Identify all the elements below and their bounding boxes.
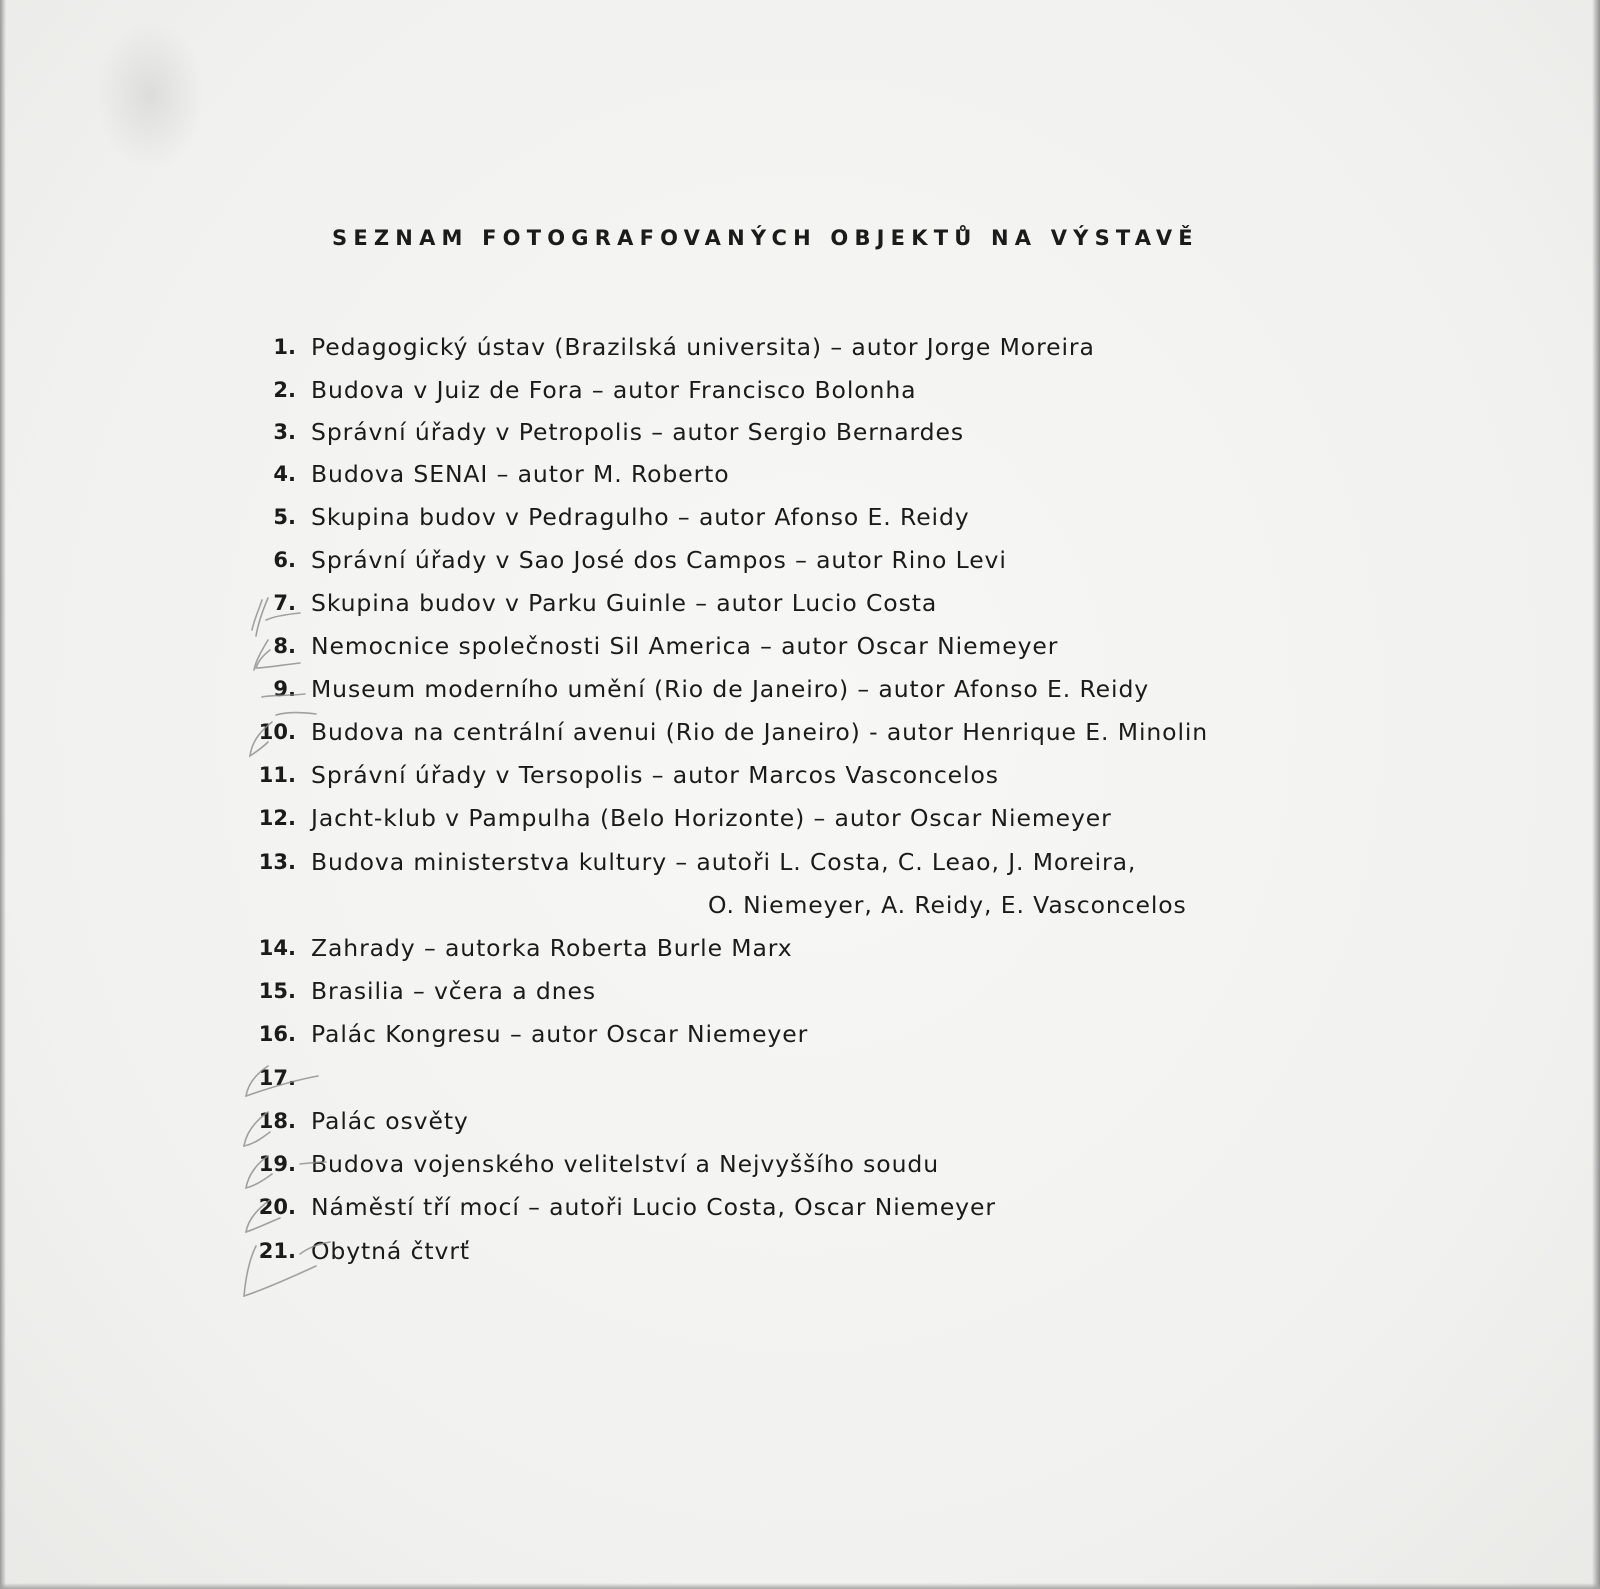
item-text: Museum moderního umění (Rio de Janeiro) – autor Afonso E. Reidy <box>311 675 1150 703</box>
item-number: 12. <box>258 806 296 830</box>
item-text: Skupina budov v Pedragulho – autor Afonso E. Reidy <box>311 503 970 531</box>
item-number: 15. <box>258 979 296 1003</box>
item-text-continuation: O. Niemeyer, A. Reidy, E. Vasconcelos <box>708 891 1187 919</box>
item-number: 3. <box>273 420 296 444</box>
pencil-mark <box>246 1200 280 1232</box>
pencil-mark <box>262 694 305 697</box>
item-number: 2. <box>273 378 296 402</box>
item-number: 17. <box>258 1066 296 1090</box>
pencil-mark <box>266 613 300 620</box>
pencil-mark <box>276 713 316 715</box>
item-text: Správní úřady v Sao José dos Campos – autor Rino Levi <box>311 546 1007 574</box>
document-title: SEZNAM FOTOGRAFOVANÝCH OBJEKTŮ NA VÝSTAVĚ <box>332 226 1199 250</box>
item-text: Budova vojenského velitelství a Nejvyššího soudu <box>311 1150 939 1178</box>
item-number: 8. <box>273 634 296 658</box>
item-number: 5. <box>273 505 296 529</box>
item-number: 7. <box>273 591 296 615</box>
pencil-mark <box>244 1242 330 1296</box>
item-number: 16. <box>258 1022 296 1046</box>
pencil-mark <box>246 1156 326 1188</box>
pencil-mark <box>256 650 300 668</box>
item-number: 9. <box>273 677 296 701</box>
item-text: Budova na centrální avenui (Rio de Janeiro) - autor Henrique E. Minolin <box>311 718 1209 746</box>
item-number: 1. <box>273 335 296 359</box>
item-text: Palác osvěty <box>311 1107 469 1135</box>
item-text: Brasilia – včera a dnes <box>311 977 597 1005</box>
item-text: Skupina budov v Parku Guinle – autor Lucio Costa <box>311 589 938 617</box>
item-number: 20. <box>258 1195 296 1219</box>
item-number: 18. <box>258 1109 296 1133</box>
item-number: 14. <box>258 936 296 960</box>
item-text: Pedagogický ústav (Brazilská universita) – autor Jorge Moreira <box>311 333 1095 361</box>
item-text: Palác Kongresu – autor Oscar Niemeyer <box>311 1020 809 1048</box>
item-number: 4. <box>273 462 296 486</box>
item-text: Obytná čtvrť <box>311 1237 471 1265</box>
item-text: Zahrady – autorka Roberta Burle Marx <box>311 934 793 962</box>
item-number: 21. <box>258 1239 296 1263</box>
item-number: 6. <box>273 548 296 572</box>
item-number: 19. <box>258 1152 296 1176</box>
item-number: 13. <box>258 850 296 874</box>
item-text: Budova SENAI – autor M. Roberto <box>311 460 730 488</box>
pencil-mark <box>244 1112 270 1146</box>
item-number: 11. <box>258 763 296 787</box>
pencil-mark <box>250 722 272 756</box>
pencil-mark <box>252 598 268 636</box>
item-text: Nemocnice společnosti Sil America – autor Oscar Niemeyer <box>311 632 1059 660</box>
item-text: Jacht-klub v Pampulha (Belo Horizonte) – autor Oscar Niemeyer <box>311 804 1112 832</box>
item-number: 10. <box>258 720 296 744</box>
pencil-mark <box>246 1066 318 1096</box>
item-text: Budova ministerstva kultury – autoři L. Costa, C. Leao, J. Moreira, <box>311 848 1137 876</box>
item-text: Správní úřady v Tersopolis – autor Marcos Vasconcelos <box>311 761 999 789</box>
item-text: Budova v Juiz de Fora – autor Francisco Bolonha <box>311 376 917 404</box>
item-text: Správní úřady v Petropolis – autor Sergio Bernardes <box>311 418 964 446</box>
item-text: Náměstí tří mocí – autoři Lucio Costa, Oscar Niemeyer <box>311 1193 996 1221</box>
